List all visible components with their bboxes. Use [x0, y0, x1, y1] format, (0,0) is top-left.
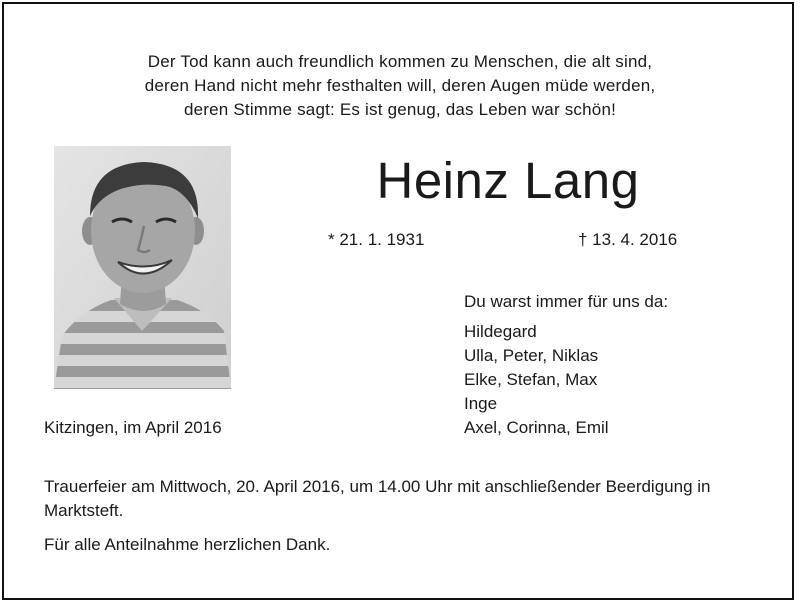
poem-line: Der Tod kann auch freundlich kommen zu Menschen, die alt sind, — [147, 52, 653, 71]
place-date: Kitzingen, im April 2016 — [44, 418, 222, 437]
poem — [0, 50, 800, 122]
survivor-item: Inge — [464, 394, 498, 413]
survivor-item: Hildegard — [464, 322, 537, 341]
death-date: † 13. 4. 2016 — [578, 230, 678, 249]
survivors-list — [464, 320, 609, 440]
poem-line: deren Stimme sagt: Es ist genug, das Leben war schön! — [183, 100, 617, 119]
survivors-intro: Du warst immer für uns da: — [464, 292, 669, 311]
birth-date: * 21. 1. 1931 — [328, 230, 425, 249]
survivor-item: Ulla, Peter, Niklas — [464, 346, 599, 365]
survivor-item: Axel, Corinna, Emil — [464, 418, 609, 437]
funeral-service-info: Trauerfeier am Mittwoch, 20. April 2016, um 14.00 Uhr mit anschließender Beerdigung in Marktsteft. — [44, 477, 711, 520]
portrait-photo — [54, 146, 231, 389]
thanks-note: Für alle Anteilnahme herzlichen Dank. — [44, 535, 331, 554]
portrait-photo-image — [54, 146, 231, 389]
survivor-item: Elke, Stefan, Max — [464, 370, 598, 389]
deceased-name: Heinz Lang — [376, 152, 640, 209]
poem-line: deren Hand nicht mehr festhalten will, deren Augen müde werden, — [144, 76, 656, 95]
